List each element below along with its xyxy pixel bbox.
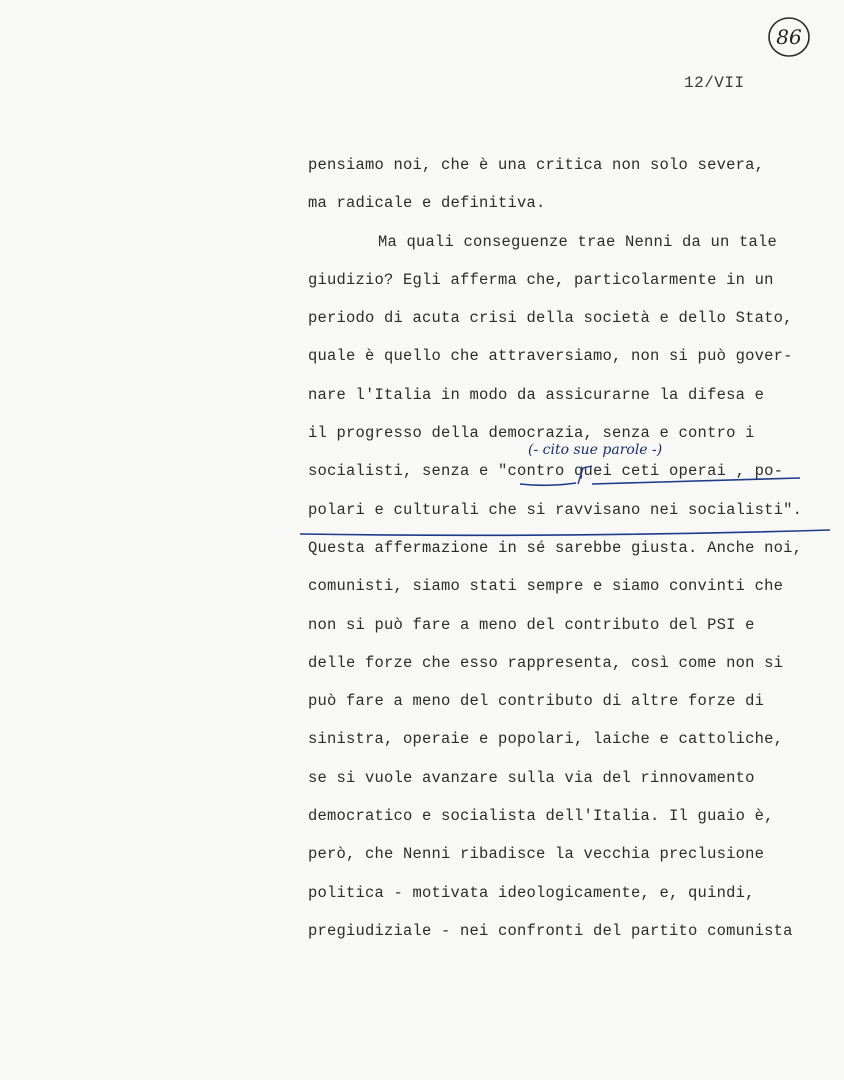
text-line: polari e culturali che si ravvisano nei socialisti". xyxy=(308,500,803,519)
text-line: ma radicale e definitiva. xyxy=(308,194,546,213)
circled-number-icon xyxy=(766,14,812,60)
text-line: delle forze che esso rappresenta, così come non si xyxy=(308,653,784,672)
text-line: giudizio? Egli afferma che, particolarmente in un xyxy=(308,270,774,289)
text-line: quale è quello che attraversiamo, non si può gover- xyxy=(308,347,793,366)
text-line: pensiamo noi, che è una critica non solo severa, xyxy=(308,156,765,174)
text-line: Ma quali conseguenze trae Nenni da un tale xyxy=(378,232,778,251)
text-line: politica - motivata ideologicamente, e, quindi, xyxy=(308,883,755,902)
text-line: nare l'Italia in modo da assicurarne la difesa e xyxy=(308,385,765,404)
text-line: Questa affermazione in sé sarebbe giusta. Anche noi, xyxy=(308,538,803,557)
typed-body-text xyxy=(308,150,828,954)
text-line: comunisti, siamo stati sempre e siamo convinti che xyxy=(308,577,784,596)
text-line: sinistra, operaie e popolari, laiche e cattoliche, xyxy=(308,730,784,749)
handwritten-annotation: (- cito sue parole -) xyxy=(528,442,663,458)
text-line: il progresso della democrazia, senza e contro i xyxy=(308,424,755,443)
text-line: socialisti, senza e "contro quei ceti operai , po- xyxy=(308,462,784,481)
text-line: però, che Nenni ribadisce la vecchia preclusione xyxy=(308,845,765,864)
handwritten-page-number xyxy=(766,14,812,60)
text-line: se si vuole avanzare sulla via del rinnovamento xyxy=(308,768,755,787)
text-line: periodo di acuta crisi della società e dello Stato, xyxy=(308,309,793,328)
text-line: democratico e socialista dell'Italia. Il guaio è, xyxy=(308,807,774,826)
text-line: pregiudiziale - nei confronti del partito comunista xyxy=(308,921,793,940)
text-line: non si può fare a meno del contributo del PSI e xyxy=(308,615,755,634)
text-line: può fare a meno del contributo di altre forze di xyxy=(308,692,765,711)
page-reference: 12/VII xyxy=(684,74,745,92)
page-number-text: 86 xyxy=(776,25,802,49)
